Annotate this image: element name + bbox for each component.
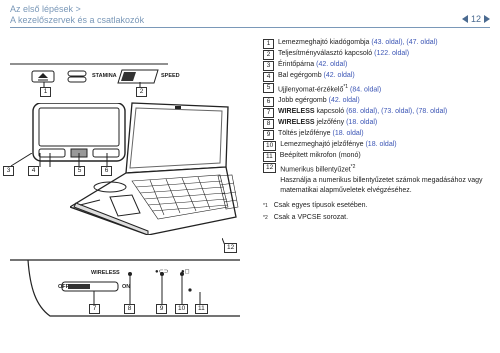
list-item: 3 Érintőpárna (42. oldal) [263, 60, 493, 71]
wireless-switch-shape [62, 282, 118, 291]
component-list [263, 38, 493, 223]
eject-button-icon [32, 71, 54, 82]
breadcrumb-line1[interactable]: Az első lépések > [10, 4, 81, 14]
prev-page-icon[interactable] [462, 15, 468, 23]
list-item: 8 WIRELESS jelzőfény (18. oldal) [263, 118, 493, 129]
callout-2: 2 [136, 87, 147, 97]
callout-5: 5 [74, 166, 85, 176]
footnote: *1 Csak egyes típusok esetében. [263, 201, 368, 209]
list-item: 10 Lemezmeghajtó jelzőfénye (18. oldal) [263, 140, 493, 151]
list-item: 6 Jobb egérgomb (42. oldal) [263, 96, 493, 107]
speed-label: SPEED [161, 73, 180, 79]
next-page-icon[interactable] [484, 15, 490, 23]
page-link[interactable]: (122. oldal) [374, 50, 410, 57]
page-link[interactable]: (84. oldal) [350, 86, 382, 94]
callout-12: 12 [224, 243, 237, 253]
microphone-shape [188, 288, 191, 291]
page-link[interactable]: (42. oldal) [323, 72, 355, 79]
list-item: 2 Teljesítményválasztó kapcsoló (122. oldal) [263, 49, 493, 60]
list-item: 11 Beépített mikrofon (monó) [263, 151, 493, 162]
page-link[interactable]: (18. oldal) [332, 129, 364, 137]
wireless-label: WIRELESS [91, 270, 120, 276]
off-label: OFF [58, 284, 69, 290]
battery-icon: ●⊂⊃ [155, 269, 169, 275]
breadcrumb-line2: A kezelőszervek és a csatlakozók [10, 15, 145, 25]
page-link[interactable]: (18. oldal) [346, 118, 378, 126]
page-number: 12 [470, 14, 481, 24]
callout-10: 10 [175, 304, 188, 314]
list-item-description: Használja a numerikus billentyűzetet számok megadásához vagy matematikai alapműveletek elvégzéséhez. [280, 176, 483, 195]
callout-line-3 [8, 153, 36, 167]
callout-1: 1 [40, 87, 51, 97]
callout-6: 6 [101, 166, 112, 176]
page-link[interactable]: (18. oldal) [365, 140, 397, 148]
list-item: 7 WIRELESS kapcsoló (68. oldal), (73. oldal), (78. oldal) [263, 107, 493, 118]
page-navigation [462, 14, 490, 24]
header-divider [10, 27, 490, 28]
callout-9: 9 [156, 304, 167, 314]
list-item: 4 Bal egérgomb (42. oldal) [263, 71, 493, 82]
list-item: 12 Numerikus billentyűzet$^{*2}$ Használja a numerikus billentyűzetet számok megadásához vagy matematikai alapműveletek elvégzéséhez. [263, 162, 493, 197]
on-label: ON [122, 284, 131, 290]
stamina-label: STAMINA [92, 73, 117, 79]
callout-3: 3 [3, 166, 14, 176]
page-header [10, 4, 144, 26]
left-button-shape [39, 149, 65, 157]
page-link[interactable]: (42. oldal) [316, 61, 348, 68]
callout-11: 11 [195, 304, 208, 314]
callout-7: 7 [89, 304, 100, 314]
page-link[interactable]: (68. oldal), (73. oldal), (78. oldal) [346, 107, 448, 115]
wireless-led-shape [128, 272, 132, 276]
list-item: 9 Töltés jelzőfénye (18. oldal) [263, 129, 493, 140]
list-item: 5 Ujjlenyomat-érzékelő$^{*1}$ (84. oldal) [263, 82, 493, 96]
footnote: *2 Csak a VPCSE sorozat. [263, 213, 349, 221]
list-item: 1 Lemezmeghajtó kiadógombja (43. oldal), (47. oldal) [263, 38, 493, 49]
page-link[interactable]: (43. oldal), (47. oldal) [371, 39, 438, 46]
callout-8: 8 [124, 304, 135, 314]
stamina-indicator-icon [68, 71, 86, 82]
laptop-illustration [70, 95, 240, 235]
callout-4: 4 [28, 166, 39, 176]
disk-drive-icon: ●◻ [181, 269, 190, 275]
page-link[interactable]: (42. oldal) [328, 96, 360, 104]
